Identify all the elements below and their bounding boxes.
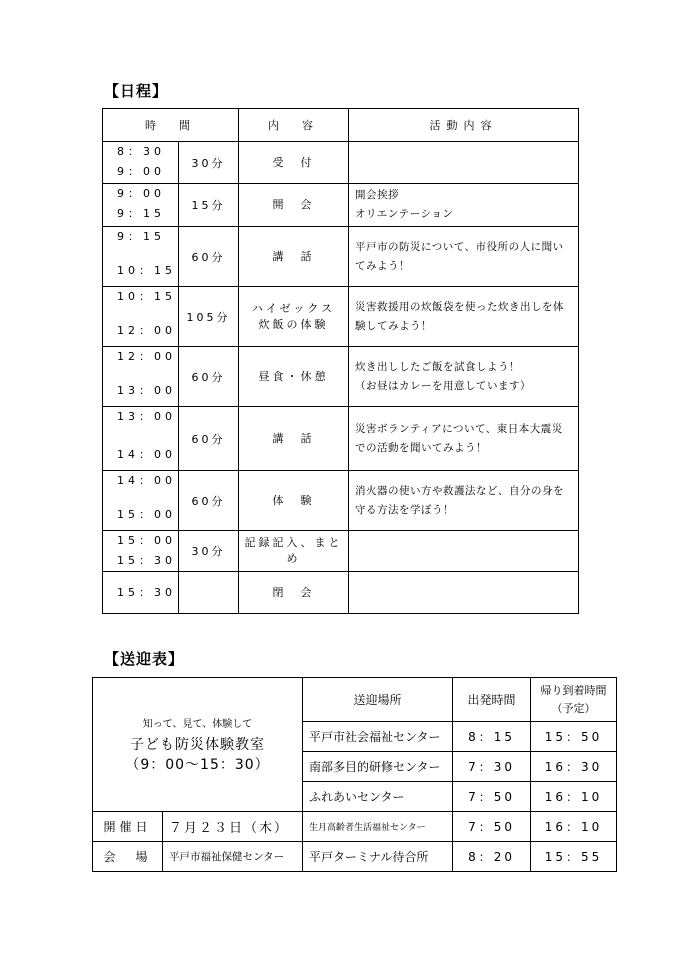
- header-activity: 活動内容: [349, 109, 579, 142]
- end-time: 9：00: [117, 165, 165, 178]
- schedule-duration: 15分: [179, 184, 239, 227]
- schedule-time: [103, 531, 179, 572]
- schedule-activity: [349, 142, 579, 184]
- end-time: 15：30: [117, 554, 176, 567]
- start-time: 10：15: [117, 290, 176, 303]
- schedule-content: 講 話: [239, 227, 349, 287]
- start-time: 14：00: [117, 474, 176, 487]
- header-place: 送迎場所: [303, 678, 453, 722]
- end-time: 10：15: [117, 264, 176, 277]
- shuttle-heading: 【送迎表】: [104, 650, 185, 668]
- shuttle-place: 平戸市社会福祉センター: [303, 722, 453, 752]
- start-time: 12：00: [117, 350, 176, 363]
- shuttle-return: 16：30: [531, 752, 617, 782]
- schedule-content: ハイゼックス 炊飯の体験: [239, 287, 349, 347]
- start-time: 8：30: [117, 145, 165, 158]
- schedule-time: [103, 407, 179, 471]
- end-time: 13：00: [117, 384, 176, 397]
- schedule-time: [103, 572, 179, 614]
- end-time: 12：00: [117, 324, 176, 337]
- header-content: 内 容: [239, 109, 349, 142]
- end-time: 9：15: [117, 207, 165, 220]
- schedule-duration: 60分: [179, 407, 239, 471]
- schedule-duration: 60分: [179, 347, 239, 407]
- schedule-time: [103, 184, 179, 227]
- schedule-duration: 60分: [179, 227, 239, 287]
- schedule-row: [103, 572, 579, 614]
- event-title-cell: [93, 678, 303, 812]
- schedule-duration: [179, 572, 239, 614]
- schedule-content: 昼食・休憩: [239, 347, 349, 407]
- schedule-time: [103, 287, 179, 347]
- schedule-activity: 平戸市の防災について、市役所の人に聞いてみよう！: [349, 227, 579, 287]
- start-time: 9：00: [117, 187, 165, 200]
- header-time: 時 間: [103, 109, 239, 142]
- schedule-content: 講 話: [239, 407, 349, 471]
- schedule-activity: 炊き出ししたご飯を試食しよう！ （お昼はカレーを用意しています）: [349, 347, 579, 407]
- shuttle-return: 16：10: [531, 812, 617, 842]
- header-return: 帰り到着時間 （予定）: [531, 678, 617, 722]
- shuttle-depart: 8：20: [453, 842, 531, 872]
- schedule-duration: 105分: [179, 287, 239, 347]
- schedule-time: [103, 227, 179, 287]
- schedule-row: [103, 531, 579, 572]
- shuttle-place: 平戸ターミナル待合所: [303, 842, 453, 872]
- schedule-activity: 開会挨拶 オリエンテーション: [349, 184, 579, 227]
- shuttle-depart: 7：50: [453, 812, 531, 842]
- schedule-row: [103, 184, 579, 227]
- schedule-activity: 災害ボランティアについて、東日本大震災での活動を聞いてみよう！: [349, 407, 579, 471]
- schedule-row: [103, 287, 579, 347]
- schedule-row: [103, 471, 579, 531]
- shuttle-depart: 7：50: [453, 782, 531, 812]
- schedule-table: [102, 108, 579, 614]
- start-time: 15：30: [117, 585, 176, 599]
- schedule-row: [103, 142, 579, 184]
- venue-value: 平戸市福祉保健センター: [163, 842, 303, 872]
- start-time: 13：00: [117, 410, 176, 423]
- shuttle-row: [93, 812, 617, 842]
- schedule-row: [103, 227, 579, 287]
- schedule-content: 体 験: [239, 471, 349, 531]
- shuttle-depart: 7：30: [453, 752, 531, 782]
- schedule-content: 記録記入、まとめ: [239, 531, 349, 572]
- date-label: 開催日: [93, 812, 163, 842]
- shuttle-return: 15：55: [531, 842, 617, 872]
- start-time: 9：15: [117, 230, 165, 243]
- schedule-time: [103, 347, 179, 407]
- shuttle-table: [92, 677, 617, 872]
- shuttle-return: 15：50: [531, 722, 617, 752]
- schedule-activity: [349, 531, 579, 572]
- schedule-duration: 30分: [179, 531, 239, 572]
- schedule-activity: 消火器の使い方や救護法など、自分の身を守る方法を学ぼう！: [349, 471, 579, 531]
- shuttle-return: 16：10: [531, 782, 617, 812]
- venue-label: 会 場: [93, 842, 163, 872]
- event-title: 子ども防災体験教室: [130, 737, 265, 753]
- schedule-time: [103, 471, 179, 531]
- schedule-row: [103, 347, 579, 407]
- schedule-heading: 【日程】: [104, 82, 169, 100]
- shuttle-place: 南部多目的研修センター: [303, 752, 453, 782]
- end-time: 15：00: [117, 508, 176, 521]
- shuttle-place: 生月高齢者生活福祉センター: [303, 812, 453, 842]
- schedule-header-row: [103, 109, 579, 142]
- date-value: ７月２３日（木）: [163, 812, 303, 842]
- schedule-duration: 60分: [179, 471, 239, 531]
- schedule-time: [103, 142, 179, 184]
- shuttle-row: [93, 842, 617, 872]
- schedule-content: 閉 会: [239, 572, 349, 614]
- end-time: 14：00: [117, 448, 176, 461]
- start-time: 15：00: [117, 534, 176, 547]
- header-depart: 出発時間: [453, 678, 531, 722]
- shuttle-depart: 8：15: [453, 722, 531, 752]
- schedule-row: [103, 407, 579, 471]
- shuttle-place: ふれあいセンター: [303, 782, 453, 812]
- schedule-activity: 災害救援用の炊飯袋を使った炊き出しを体験してみよう！: [349, 287, 579, 347]
- schedule-duration: 30分: [179, 142, 239, 184]
- event-time: （9：00～15：30）: [125, 757, 270, 773]
- event-subtitle: 知って、見て、体験して: [142, 719, 253, 730]
- schedule-content: 開 会: [239, 184, 349, 227]
- schedule-activity: [349, 572, 579, 614]
- schedule-content: 受 付: [239, 142, 349, 184]
- shuttle-header-row: [93, 678, 617, 722]
